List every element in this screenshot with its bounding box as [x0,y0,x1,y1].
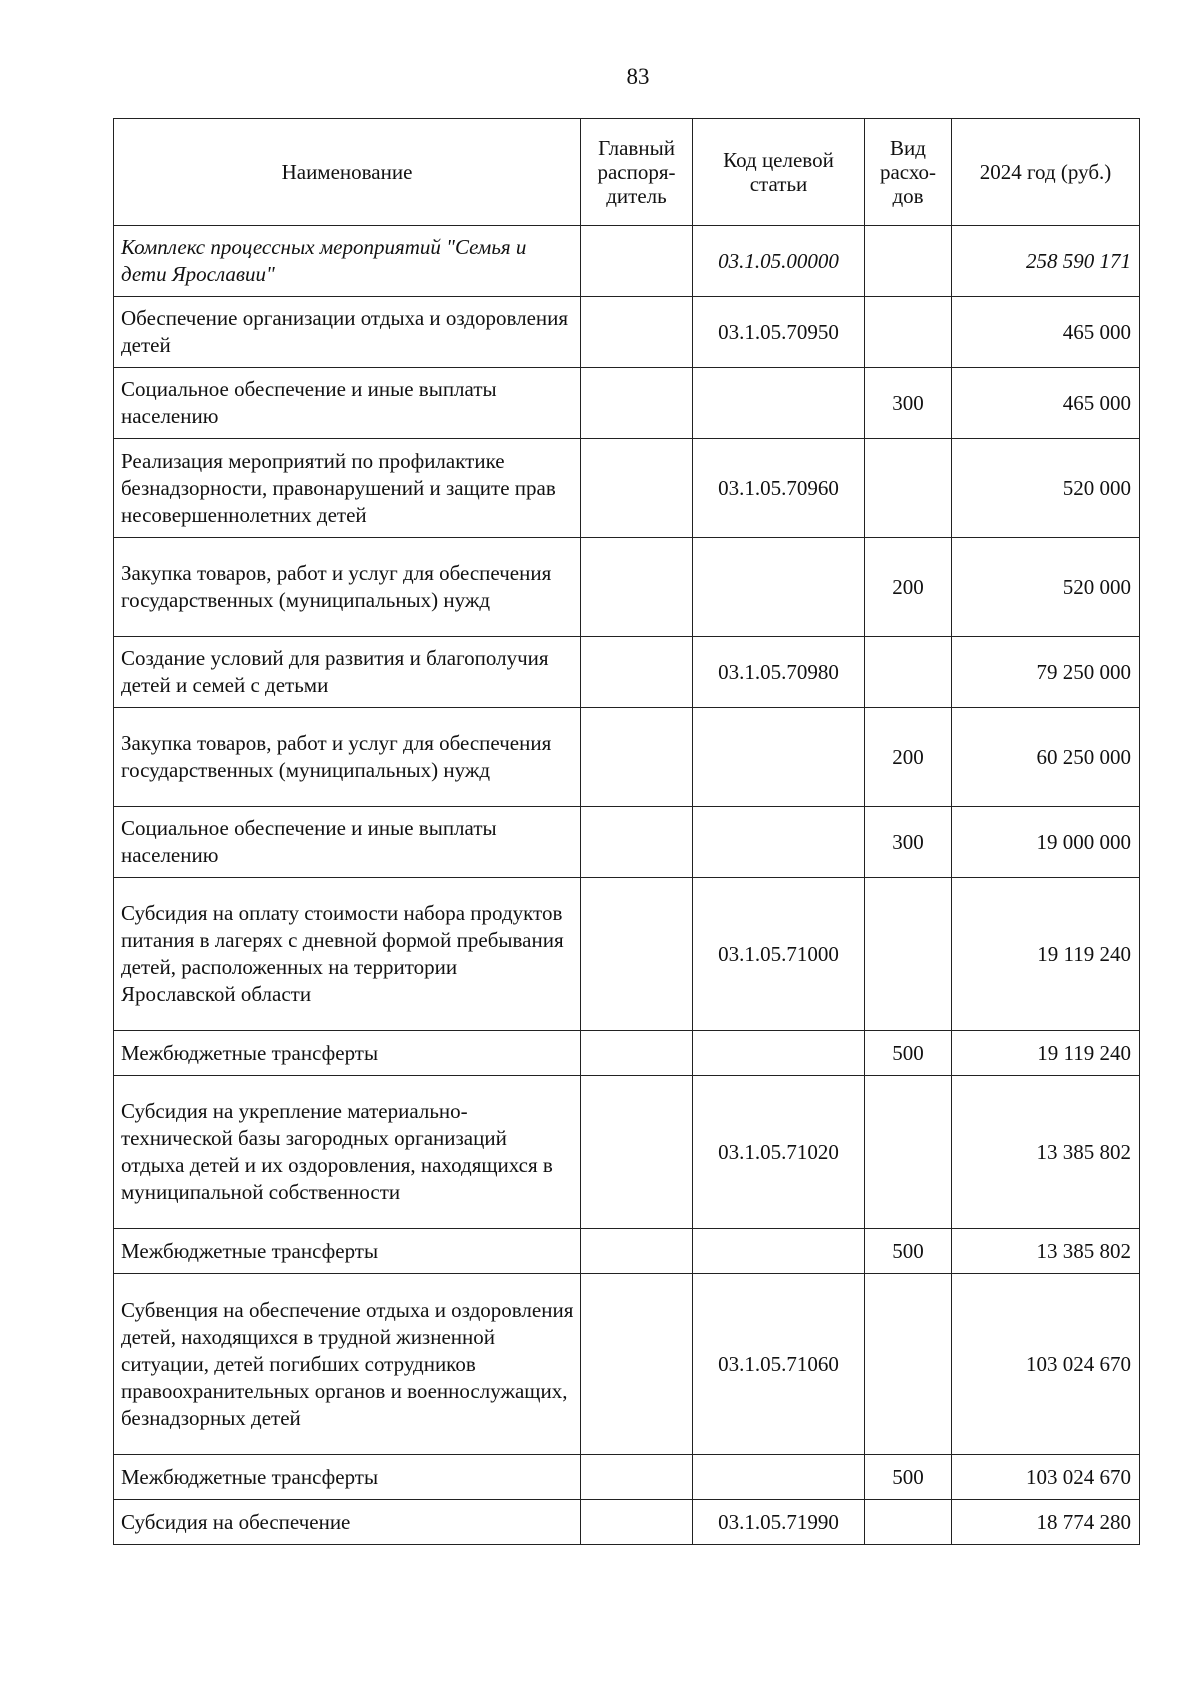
row-code: 03.1.05.70960 [693,439,865,538]
row-code [693,807,865,878]
table-row [114,538,1140,637]
row-amount: 18 774 280 [952,1500,1140,1545]
table-row [114,1031,1140,1076]
row-type [865,878,952,1031]
row-manager [581,1031,693,1076]
row-manager [581,1274,693,1455]
page-number: 83 [626,64,650,89]
row-manager [581,538,693,637]
row-manager [581,637,693,708]
row-type [865,439,952,538]
table-row [114,878,1140,1031]
row-type: 500 [865,1031,952,1076]
row-type: 300 [865,807,952,878]
row-code [693,538,865,637]
row-type [865,1500,952,1545]
table-row [114,226,1140,297]
row-type [865,297,952,368]
row-type: 300 [865,368,952,439]
row-amount: 258 590 171 [952,226,1140,297]
row-name: Создание условий для развития и благополучия детей и семей с детьми [114,637,581,708]
table-row [114,637,1140,708]
row-name: Комплекс процессных мероприятий "Семья и дети Ярославии" [114,226,581,297]
row-type [865,226,952,297]
row-name: Социальное обеспечение и иные выплаты населению [114,807,581,878]
row-manager [581,368,693,439]
row-name: Субсидия на оплату стоимости набора продуктов питания в лагерях с дневной формой пребывания детей, расположенных на территории Ярославской области [114,878,581,1031]
row-code [693,368,865,439]
row-type: 200 [865,538,952,637]
header-code: Код целевой статьи [693,119,865,226]
header-amount: 2024 год (руб.) [952,119,1140,226]
table-row [114,439,1140,538]
row-amount: 60 250 000 [952,708,1140,807]
row-amount: 520 000 [952,439,1140,538]
row-amount: 465 000 [952,368,1140,439]
row-code [693,1229,865,1274]
table-row [114,1076,1140,1229]
budget-table [113,118,1140,1545]
row-manager [581,708,693,807]
row-name: Субсидия на укрепление материально-технической базы загородных организаций отдыха детей и их оздоровления, находящихся в муниципальной собственности [114,1076,581,1229]
header-manager: Главный распоря-дитель [581,119,693,226]
row-amount: 13 385 802 [952,1229,1140,1274]
row-name: Межбюджетные трансферты [114,1229,581,1274]
row-name: Субвенция на обеспечение отдыха и оздоровления детей, находящихся в трудной жизненной ситуации, детей погибших сотрудников правоохранительных органов и военнослужащих, безнадзорных детей [114,1274,581,1455]
row-amount: 19 000 000 [952,807,1140,878]
table-row [114,297,1140,368]
header-name: Наименование [114,119,581,226]
row-type: 500 [865,1455,952,1500]
table-row [114,1229,1140,1274]
row-code: 03.1.05.00000 [693,226,865,297]
table-row [114,368,1140,439]
table-row [114,1500,1140,1545]
row-code [693,708,865,807]
row-type [865,1274,952,1455]
row-manager [581,439,693,538]
row-type: 500 [865,1229,952,1274]
row-name: Закупка товаров, работ и услуг для обеспечения государственных (муниципальных) нужд [114,538,581,637]
row-manager [581,807,693,878]
row-amount: 13 385 802 [952,1076,1140,1229]
row-name: Закупка товаров, работ и услуг для обеспечения государственных (муниципальных) нужд [114,708,581,807]
header-type: Вид расхо-дов [865,119,952,226]
row-type [865,1076,952,1229]
row-type [865,637,952,708]
row-code: 03.1.05.70980 [693,637,865,708]
row-amount: 465 000 [952,297,1140,368]
row-code: 03.1.05.71000 [693,878,865,1031]
row-code: 03.1.05.71990 [693,1500,865,1545]
row-name: Межбюджетные трансферты [114,1031,581,1076]
row-amount: 520 000 [952,538,1140,637]
row-amount: 79 250 000 [952,637,1140,708]
row-manager [581,1455,693,1500]
row-amount: 103 024 670 [952,1455,1140,1500]
row-name: Социальное обеспечение и иные выплаты населению [114,368,581,439]
row-manager [581,1500,693,1545]
row-code: 03.1.05.70950 [693,297,865,368]
row-name: Реализация мероприятий по профилактике безнадзорности, правонарушений и защите прав несовершеннолетних детей [114,439,581,538]
row-amount: 19 119 240 [952,1031,1140,1076]
row-manager [581,297,693,368]
table-header-row [114,119,1140,226]
row-code [693,1031,865,1076]
table-row [114,1274,1140,1455]
table-row [114,708,1140,807]
row-code: 03.1.05.71060 [693,1274,865,1455]
row-type: 200 [865,708,952,807]
row-code [693,1455,865,1500]
row-name: Субсидия на обеспечение [114,1500,581,1545]
row-code: 03.1.05.71020 [693,1076,865,1229]
row-manager [581,1076,693,1229]
row-manager [581,226,693,297]
table-row [114,1455,1140,1500]
row-amount: 103 024 670 [952,1274,1140,1455]
row-amount: 19 119 240 [952,878,1140,1031]
row-name: Обеспечение организации отдыха и оздоровления детей [114,297,581,368]
row-name: Межбюджетные трансферты [114,1455,581,1500]
row-manager [581,1229,693,1274]
table-row [114,807,1140,878]
row-manager [581,878,693,1031]
